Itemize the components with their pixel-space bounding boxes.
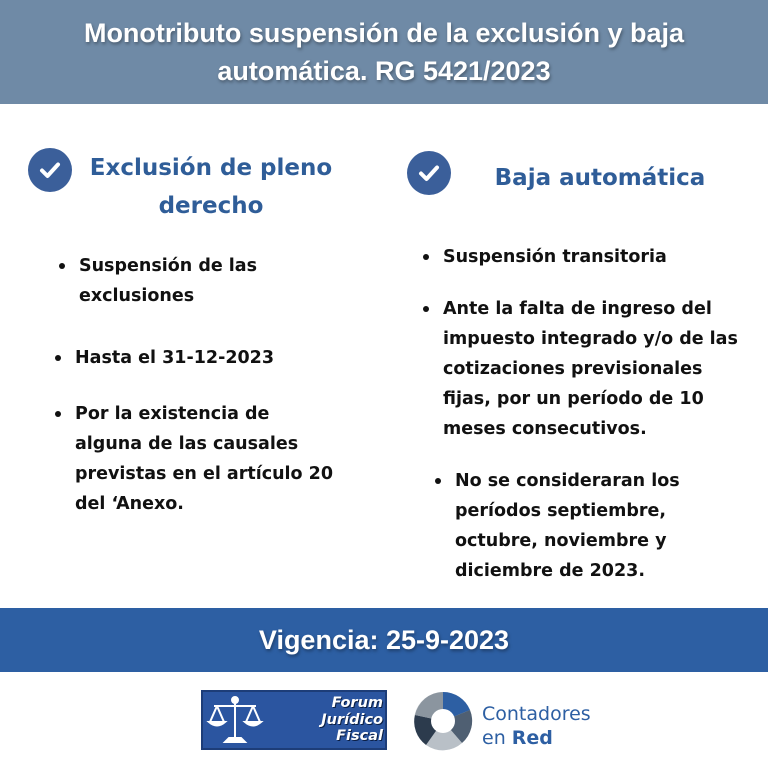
check-circle-icon <box>407 151 451 195</box>
page-title: Monotributo suspensión de la exclusión y baja automática. RG 5421/2023 <box>83 18 685 86</box>
list-item: Ante la falta de ingreso del impuesto integrado y/o de las cotizaciones previsionales fijas, por un período de 10 meses consecutivos. <box>423 294 753 444</box>
right-column-title: Baja automática <box>494 165 706 191</box>
vigencia-band <box>0 608 768 672</box>
forum-logo-text: Forum Jurídico Fiscal <box>321 695 383 744</box>
left-column-heading <box>28 148 72 192</box>
right-column-heading <box>407 151 451 195</box>
list-item: Suspensión transitoria <box>423 242 753 272</box>
contadores-en-red-logo-text: Contadores en Red <box>482 703 591 749</box>
list-item: Hasta el 31-12-2023 <box>55 343 340 373</box>
contadores-en-red-logo-icon <box>412 690 474 752</box>
left-list <box>55 251 340 519</box>
list-item: Por la existencia de alguna de las causales previstas en el artículo 20 del ‘Anexo. <box>55 399 340 519</box>
list-item: Suspensión de las exclusiones <box>59 251 340 311</box>
header-banner <box>0 0 768 104</box>
vigencia-text: Vigencia: 25-9-2023 <box>258 624 510 655</box>
check-circle-icon <box>28 148 72 192</box>
forum-juridico-fiscal-logo <box>201 690 387 750</box>
list-item: No se consideraran los períodos septiembre, octubre, noviembre y diciembre de 2023. <box>435 466 753 586</box>
scales-of-justice-icon <box>205 692 265 748</box>
right-list <box>423 242 753 586</box>
left-column-title: Exclusión de pleno derecho <box>89 155 333 219</box>
